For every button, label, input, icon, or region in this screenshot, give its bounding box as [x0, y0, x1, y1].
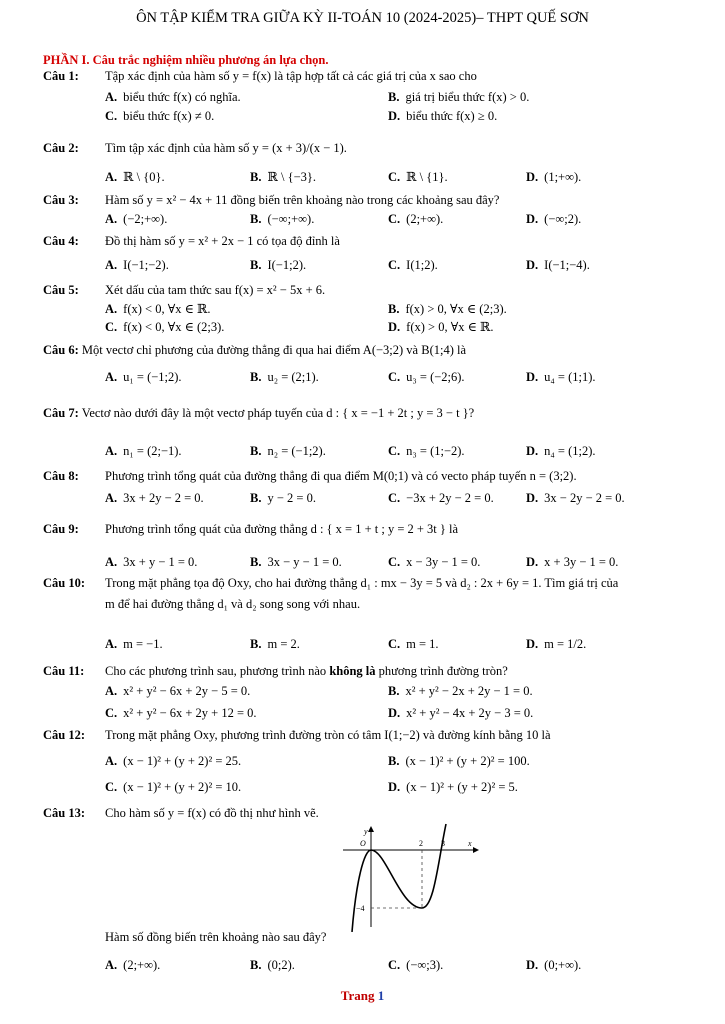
page-number: 1 — [377, 988, 385, 1003]
option-a: A. 3x + y − 1 = 0. — [105, 555, 198, 569]
question-number: Câu 2: — [43, 141, 79, 155]
question-4 — [43, 234, 340, 249]
option-b: B. f(x) > 0, ∀x ∈ (2;3). — [388, 302, 507, 316]
option-c: C. −3x + 2y − 2 = 0. — [388, 491, 494, 505]
option-b: B. u₂ = (2;1). — [250, 370, 319, 384]
option-c: C. ℝ \ {1}. — [388, 170, 448, 184]
question-text: Hàm số y = x² − 4x + 11 đồng biến trên khoảng nào trong các khoảng sau đây? — [105, 193, 500, 207]
option-a: A. (2;+∞). — [105, 958, 161, 972]
option-b: B. n₂ = (−1;2). — [250, 444, 326, 458]
origin-label: O — [360, 839, 366, 848]
question-text: Trong mặt phẳng tọa độ Oxy, cho hai đường thẳng d₁ : mx − 3y = 5 và d₂ : 2x + 6y = 1. Tìm giá trị của — [105, 576, 619, 590]
question-text: Phương trình tổng quát của đường thẳng đi qua điểm M(0;1) và có vecto pháp tuyến n = (3;2). — [105, 469, 577, 483]
question-number: Câu 1: — [43, 69, 79, 83]
option-b: B. ℝ \ {−3}. — [250, 170, 317, 184]
emphasis: không là — [329, 664, 376, 678]
question-text: Tìm tập xác định của hàm số y = (x + 3)/(x − 1). — [105, 141, 347, 155]
option-b: B. 3x − y − 1 = 0. — [250, 555, 342, 569]
option-a: A. (−2;+∞). — [105, 212, 168, 226]
question-13-cont: Hàm số đồng biến trên khoảng nào sau đây? — [105, 930, 327, 944]
question-text: Một vectơ chỉ phương của đường thẳng đi qua hai điểm A(−3;2) và B(1;4) là — [81, 343, 467, 357]
question-text: Vectơ nào dưới đây là một vectơ pháp tuyến của d : { x = −1 + 2t ; y = 3 − t }? — [81, 406, 475, 420]
option-b: B. (−∞;+∞). — [250, 212, 315, 226]
question-text: Cho hàm số y = f(x) có đồ thị như hình vẽ. — [105, 806, 319, 820]
question-2 — [43, 141, 347, 156]
question-number: Câu 9: — [43, 522, 79, 536]
option-d: D. m = 1/2. — [526, 637, 587, 651]
option-c: C. (x − 1)² + (y + 2)² = 10. — [105, 780, 242, 794]
question-text: Đồ thị hàm số y = x² + 2x − 1 có tọa độ đỉnh là — [105, 234, 340, 248]
option-a: A. ℝ \ {0}. — [105, 170, 165, 184]
question-1 — [43, 69, 477, 84]
question-text: Xét dấu của tam thức sau f(x) = x² − 5x + 6. — [105, 283, 326, 297]
question-6 — [43, 343, 466, 358]
y-label: y — [364, 827, 368, 836]
option-d: D. n₄ = (1;2). — [526, 444, 596, 458]
option-b: B. (0;2). — [250, 958, 295, 972]
option-c: C. I(1;2). — [388, 258, 438, 272]
option-d: D. u₄ = (1;1). — [526, 370, 596, 384]
option-b: B. (x − 1)² + (y + 2)² = 100. — [388, 754, 530, 768]
question-text: Tập xác định của hàm số y = f(x) là tập hợp tất cả các giá trị của x sao cho — [105, 69, 477, 83]
page-header: ÔN TẬP KIỂM TRA GIỮA KỲ II-TOÁN 10 (2024-2025)– THPT QUẾ SƠN — [136, 10, 589, 26]
question-10 — [43, 576, 618, 591]
option-d: D. (−∞;2). — [526, 212, 582, 226]
option-b: B. m = 2. — [250, 637, 300, 651]
option-b: B. x² + y² − 2x + 2y − 1 = 0. — [388, 684, 533, 698]
tick-3: 3 — [441, 839, 445, 848]
option-d: D. f(x) > 0, ∀x ∈ ℝ. — [388, 320, 494, 334]
option-d: D. 3x − 2y − 2 = 0. — [526, 491, 625, 505]
question-number: Câu 8: — [43, 469, 79, 483]
option-a: A. u₁ = (−1;2). — [105, 370, 182, 384]
page-footer: Trang 1 — [340, 988, 385, 1003]
option-a: A. 3x + 2y − 2 = 0. — [105, 491, 204, 505]
option-b: B. giá trị biểu thức f(x) > 0. — [388, 90, 530, 104]
part-title: PHẦN I. Câu trắc nghiệm nhiều phương án lựa chọn. — [43, 53, 329, 67]
option-a: A. (x − 1)² + (y + 2)² = 25. — [105, 754, 242, 768]
question-number: Câu 11: — [43, 664, 85, 678]
option-c: C. (−∞;3). — [388, 958, 444, 972]
question-10-cont: m để hai đường thẳng d₁ và d₂ song song với nhau. — [105, 597, 361, 611]
option-a: A. m = −1. — [105, 637, 163, 651]
question-number: Câu 3: — [43, 193, 79, 207]
question-number: Câu 10: — [43, 576, 86, 590]
option-d: D. (x − 1)² + (y + 2)² = 5. — [388, 780, 518, 794]
option-c: C. (2;+∞). — [388, 212, 444, 226]
question-13 — [43, 806, 319, 821]
question-3 — [43, 193, 499, 208]
option-a: A. biểu thức f(x) có nghĩa. — [105, 90, 241, 104]
option-a: A. f(x) < 0, ∀x ∈ ℝ. — [105, 302, 211, 316]
question-number: Câu 4: — [43, 234, 79, 248]
question-number: Câu 13: — [43, 806, 86, 820]
question-number: Câu 12: — [43, 728, 86, 742]
tick-minus-4: −4 — [356, 904, 365, 913]
option-d: D. x² + y² − 4x + 2y − 3 = 0. — [388, 706, 534, 720]
question-number: Câu 5: — [43, 283, 79, 297]
question-text: Trong mặt phẳng Oxy, phương trình đường tròn có tâm I(1;−2) và đường kính bằng 10 là — [105, 728, 551, 742]
option-d: D. I(−1;−4). — [526, 258, 590, 272]
question-text: Phương trình tổng quát của đường thẳng d : { x = 1 + t ; y = 2 + 3t } là — [105, 522, 459, 536]
option-c: C. x² + y² − 6x + 2y + 12 = 0. — [105, 706, 257, 720]
function-curve — [352, 824, 446, 932]
question-11: Câu 11: Cho các phương trình sau, phương trình nào không là phương trình đường tròn? — [43, 664, 508, 678]
x-label: x — [468, 839, 472, 848]
question-7 — [43, 406, 474, 421]
question-number: Câu 6: — [43, 343, 79, 357]
option-a: A. n₁ = (2;−1). — [105, 444, 182, 458]
question-number: Câu 7: — [43, 406, 79, 420]
option-b: B. y − 2 = 0. — [250, 491, 316, 505]
option-c: C. u₃ = (−2;6). — [388, 370, 465, 384]
option-d: D. biểu thức f(x) ≥ 0. — [388, 109, 498, 123]
option-a: A. x² + y² − 6x + 2y − 5 = 0. — [105, 684, 251, 698]
function-graph — [338, 822, 488, 932]
option-c: C. f(x) < 0, ∀x ∈ (2;3). — [105, 320, 225, 334]
option-a: A. I(−1;−2). — [105, 258, 169, 272]
option-c: C. m = 1. — [388, 637, 439, 651]
question-8 — [43, 469, 577, 484]
option-d: D. (0;+∞). — [526, 958, 582, 972]
option-c: C. n₃ = (1;−2). — [388, 444, 465, 458]
question-12 — [43, 728, 551, 743]
option-b: B. I(−1;2). — [250, 258, 307, 272]
option-d: D. x + 3y − 1 = 0. — [526, 555, 619, 569]
question-5 — [43, 283, 325, 298]
option-c: C. x − 3y − 1 = 0. — [388, 555, 481, 569]
question-9 — [43, 522, 458, 537]
option-d: D. (1;+∞). — [526, 170, 582, 184]
tick-2: 2 — [419, 839, 423, 848]
option-c: C. biểu thức f(x) ≠ 0. — [105, 109, 215, 123]
